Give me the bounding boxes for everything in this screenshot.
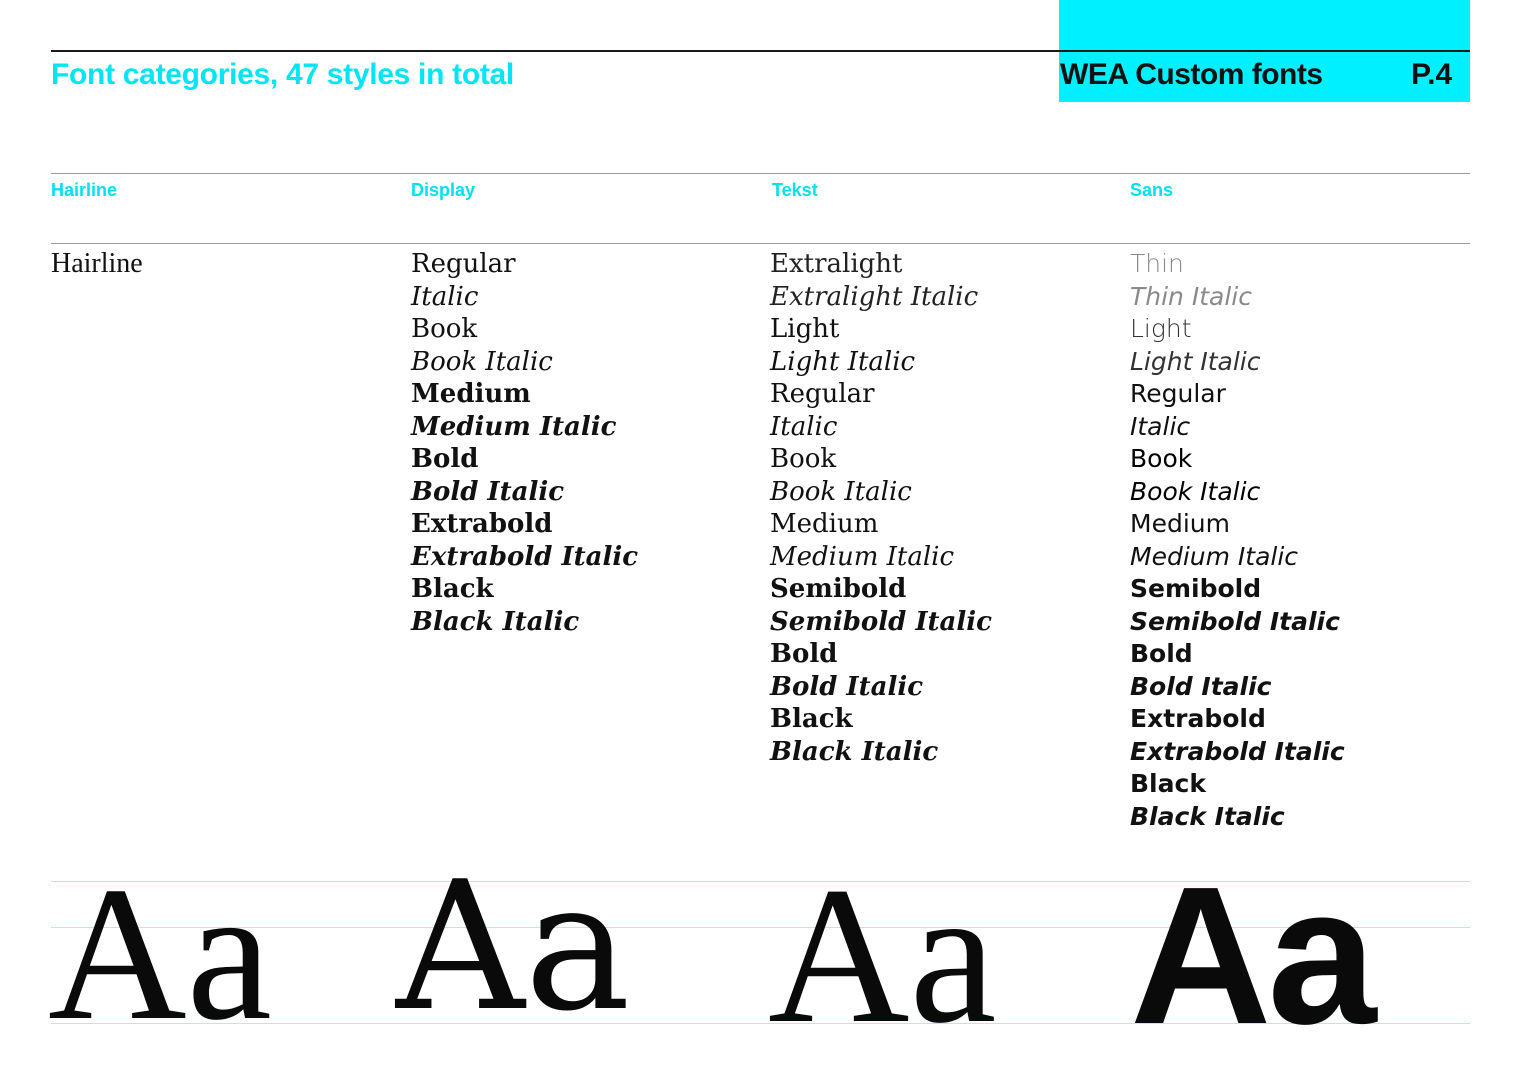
style-item: Italic — [1130, 411, 1191, 441]
category-label-tekst: Tekst — [772, 180, 818, 200]
style-item: Book Italic — [1130, 476, 1261, 506]
style-item: Extrabold — [1130, 704, 1266, 733]
sans-specimen: Aa — [1130, 846, 1373, 1065]
tekst-specimen: Aa — [768, 847, 997, 1064]
style-item: Bold Italic — [411, 476, 565, 507]
style-item: Semibold — [770, 574, 907, 604]
style-item: Extralight — [770, 249, 903, 279]
style-item: Italic — [411, 281, 479, 312]
style-item: Book — [411, 314, 478, 344]
style-item: Semibold — [1130, 574, 1262, 603]
style-item: Book Italic — [770, 476, 912, 507]
hairline-specimen: Aa — [48, 847, 272, 1060]
style-item: Medium Italic — [1130, 541, 1299, 571]
display-specimen: Aa — [396, 843, 631, 1050]
top-divider — [51, 50, 1470, 52]
style-item: Book — [1130, 444, 1193, 473]
style-item: Bold Italic — [1130, 671, 1272, 701]
style-item: Medium Italic — [770, 541, 955, 572]
style-item: Bold — [770, 639, 838, 669]
style-item: Bold Italic — [770, 671, 924, 702]
category-label-sans: Sans — [1130, 180, 1174, 200]
style-item: Book — [770, 444, 837, 474]
style-item: Light Italic — [1130, 346, 1261, 376]
style-item: Light Italic — [770, 346, 916, 377]
style-item: Black Italic — [770, 736, 939, 767]
style-item: Black — [411, 574, 494, 604]
style-item: Black Italic — [1130, 801, 1285, 831]
style-item: Extrabold Italic — [411, 541, 639, 572]
style-item: Medium — [770, 509, 879, 539]
style-item: Thin — [1130, 249, 1184, 278]
style-item: Medium — [1130, 509, 1230, 538]
style-item: Bold — [1130, 639, 1193, 668]
style-item: Book Italic — [411, 346, 553, 377]
display-style-list — [411, 248, 638, 638]
hairline-style-list — [51, 248, 143, 281]
style-item: Italic — [770, 411, 838, 442]
style-item: Regular — [770, 379, 875, 409]
style-item: Extralight Italic — [770, 281, 979, 312]
style-item: Black — [770, 704, 853, 734]
style-item: Medium — [411, 379, 531, 409]
brand-title: WEA Custom fonts — [1060, 58, 1323, 91]
style-item: Black — [1130, 769, 1206, 798]
category-top-divider — [51, 173, 1470, 174]
style-item: Hairline — [51, 248, 143, 279]
style-item: Medium Italic — [411, 411, 617, 442]
style-item: Light — [1130, 314, 1192, 343]
style-item: Bold — [411, 444, 479, 474]
style-item: Extrabold — [411, 509, 553, 539]
style-item: Semibold Italic — [1130, 606, 1340, 636]
sans-style-list — [1130, 248, 1345, 833]
style-item: Semibold Italic — [770, 606, 992, 637]
category-label-hairline: Hairline — [51, 180, 118, 200]
style-item: Black Italic — [411, 606, 580, 637]
style-item: Regular — [411, 249, 516, 279]
page-title: Font categories, 47 styles in total — [51, 58, 514, 91]
category-label-display: Display — [411, 180, 476, 200]
style-item: Thin Italic — [1130, 281, 1252, 311]
style-item: Light — [770, 314, 840, 344]
page-number: P.4 — [1411, 58, 1453, 91]
style-item: Regular — [1130, 379, 1226, 408]
category-bottom-divider — [51, 243, 1470, 244]
style-item: Extrabold Italic — [1130, 736, 1345, 766]
tekst-style-list — [770, 248, 992, 768]
